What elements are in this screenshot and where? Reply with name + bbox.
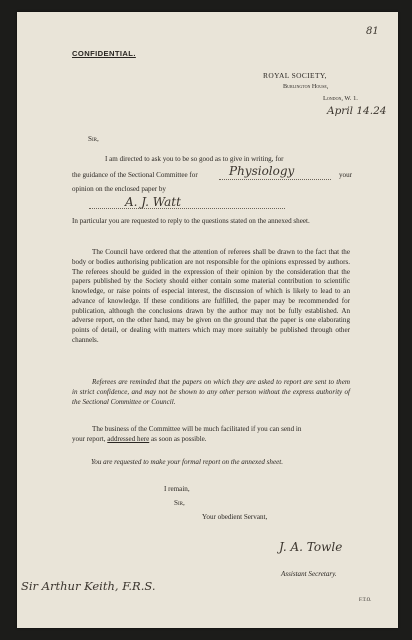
para1-your: your — [339, 171, 353, 179]
para1-line3: opinion on the enclosed paper by — [72, 185, 166, 193]
para5-line2 — [72, 435, 207, 445]
para5-your-report: your report, — [72, 435, 106, 443]
para5-asap: as soon as possible. — [151, 435, 207, 443]
closing-sir: Sir, — [174, 499, 185, 507]
confidential-heading: CONFIDENTIAL. — [72, 49, 136, 58]
para4-referees-notice: Referees are reminded that the papers on which they are asked to report are sent to them in strict confidence, and may not be shown to any other person without the express authority of the Sectional Committee or Council. — [72, 378, 350, 406]
handwritten-committee: Physiology — [229, 164, 295, 178]
footer-code: F.T.O. — [359, 598, 372, 603]
closing-remain: I remain, — [164, 485, 190, 493]
salutation: Sir, — [88, 135, 99, 143]
para3: The Council have ordered that the attention of referees shall be drawn to the fact that the body or bodies authorising publication are not responsible for the opinions expressed by authors. The referees should be guided in the expression of their opinion by the consideration that the papers published by the Society should either contain some material contribution to scientific knowledge, or raise points of especial interest, the discussion of which is likely to lead to an advance of knowledge. If these conditions are fulfilled, the paper may be recommended for publication, although the conclusions drawn by the author may not be fully established. An adverse report, on the other hand, may be given on the ground that the paper is one elaborating points of detail, or dealing with matters which may more suitably be published through other channels. — [72, 248, 350, 344]
page-number: 81 — [366, 26, 379, 37]
author-blank-line — [89, 208, 285, 209]
committee-blank-line — [219, 179, 331, 180]
para5-line1: The business of the Committee will be much facilitated if you can send in — [92, 425, 302, 433]
para5-addressed-here: addressed here — [107, 435, 150, 443]
letterhead-city: London, W. 1. — [323, 95, 358, 102]
para1-line1: I am directed to ask you to be so good as to give in writing, for — [105, 155, 284, 163]
letterhead-org: ROYAL SOCIETY, — [263, 71, 327, 80]
signature: J. A. Towle — [279, 540, 343, 554]
closing-servant: Your obedient Servant, — [202, 513, 268, 521]
letter-sheet — [17, 12, 398, 628]
handwritten-date: April 14.24 — [327, 105, 387, 117]
letterhead-street: Burlington House, — [283, 83, 329, 90]
handwritten-addressee: Sir Arthur Keith, F.R.S. — [21, 579, 156, 593]
handwritten-author: A. J. Watt — [125, 195, 181, 209]
para6-annexed-sheet: You are requested to make your formal report on the annexed sheet. — [91, 458, 284, 466]
para2: In particular you are requested to reply to the questions stated on the annexed sheet. — [72, 217, 310, 225]
para1-line2 — [72, 171, 198, 181]
para1-committee-text: the guidance of the Sectional Committee for — [72, 171, 198, 179]
signatory-title: Assistant Secretary. — [281, 570, 337, 578]
